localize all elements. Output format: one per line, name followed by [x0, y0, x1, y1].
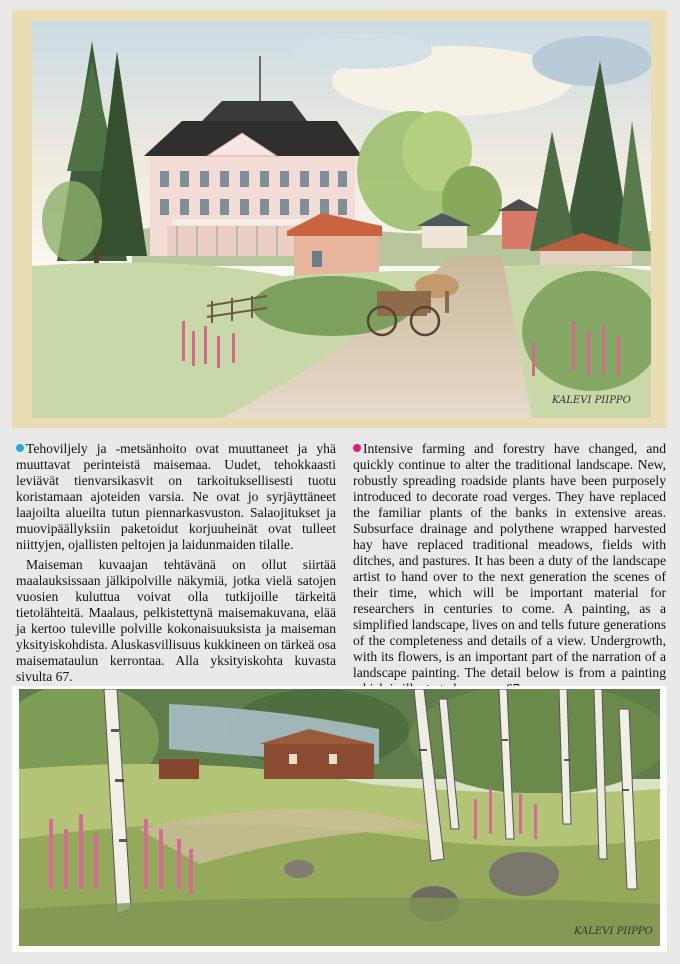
finnish-paragraph-1: [16, 441, 336, 553]
top-signature: KALEVI PIIPPO: [552, 395, 631, 406]
finnish-paragraph-1-text: Tehoviljely ja -metsänhoito ovat muuttaneet ja yhä muuttavat perinteistä maisemaa. Uudet, tehokkaasti leviävät tienvarsikasvit on tarkoituksellisesti tuotu koristamaan ajoteiden varsia. Ne ovat jo syrjäyttäneet laajoilta alueilta tutun piennarkasvuston. Salaojitukset ja muovipäällyksiin paketoidut korjuuheinät ovat tulleet niittyjen, ojallisten peltojen ja laidunmaiden tilalle.: [16, 441, 336, 552]
birch-painting-artwork: [19, 689, 660, 946]
birch-painting: [19, 689, 660, 946]
bottom-signature: KALEVI PIIPPO: [574, 926, 653, 937]
english-paragraph-1-text: Intensive farming and forestry have changed, and quickly continue to alter the traditional landscape. New, robustly spreading roadside plants have been purposely introduced to decorate road verges. They have replaced the familiar plants of the banks in extensive areas. Subsurface drainage and polythene wrapped harvested hay have replaced traditional meadows, fields with ditches, and pastures. It has been a duty of the landscape artist to hand over to the next generation the scenes of their time, which will be important material for researchers in centuries to come. A painting, as a simplified landscape, lives on and tells future generations of the completeness and details of a view. Undergrowth, with its flowers, is an important part of the narration of a landscape painting. The detail below is from a painting: [353, 441, 666, 680]
manor-painting: [32, 21, 651, 418]
english-paragraph-1: [353, 441, 666, 697]
english-text-column: [353, 441, 666, 697]
finnish-text-column: [16, 441, 336, 685]
top-painting-frame: [12, 10, 667, 428]
finnish-paragraph-2: Maiseman kuvaajan tehtävänä on ollut siirtää maalauksissaan jälkipolville näkymiä, jotka vielä satojen vuosien kuluttua voivat olla tutkijoille tärkeitä tietolähteitä. Maalaus, pelkistettynä maisemakuvana, elää ja kertoo tuleville polville kokonaisuuksista ja maiseman yksityiskohdista. Aluskasvillisuus kukkineen on tärkeä osa maisemataulun kerrontaa. Alla yksityiskohta kuvasta sivulta 67.: [16, 557, 336, 684]
small-cabin: [159, 759, 199, 779]
bottom-painting-frame: [12, 686, 667, 952]
blue-bullet-icon: [16, 444, 24, 452]
magenta-bullet-icon: [353, 444, 361, 452]
manor-painting-artwork: [32, 21, 651, 418]
